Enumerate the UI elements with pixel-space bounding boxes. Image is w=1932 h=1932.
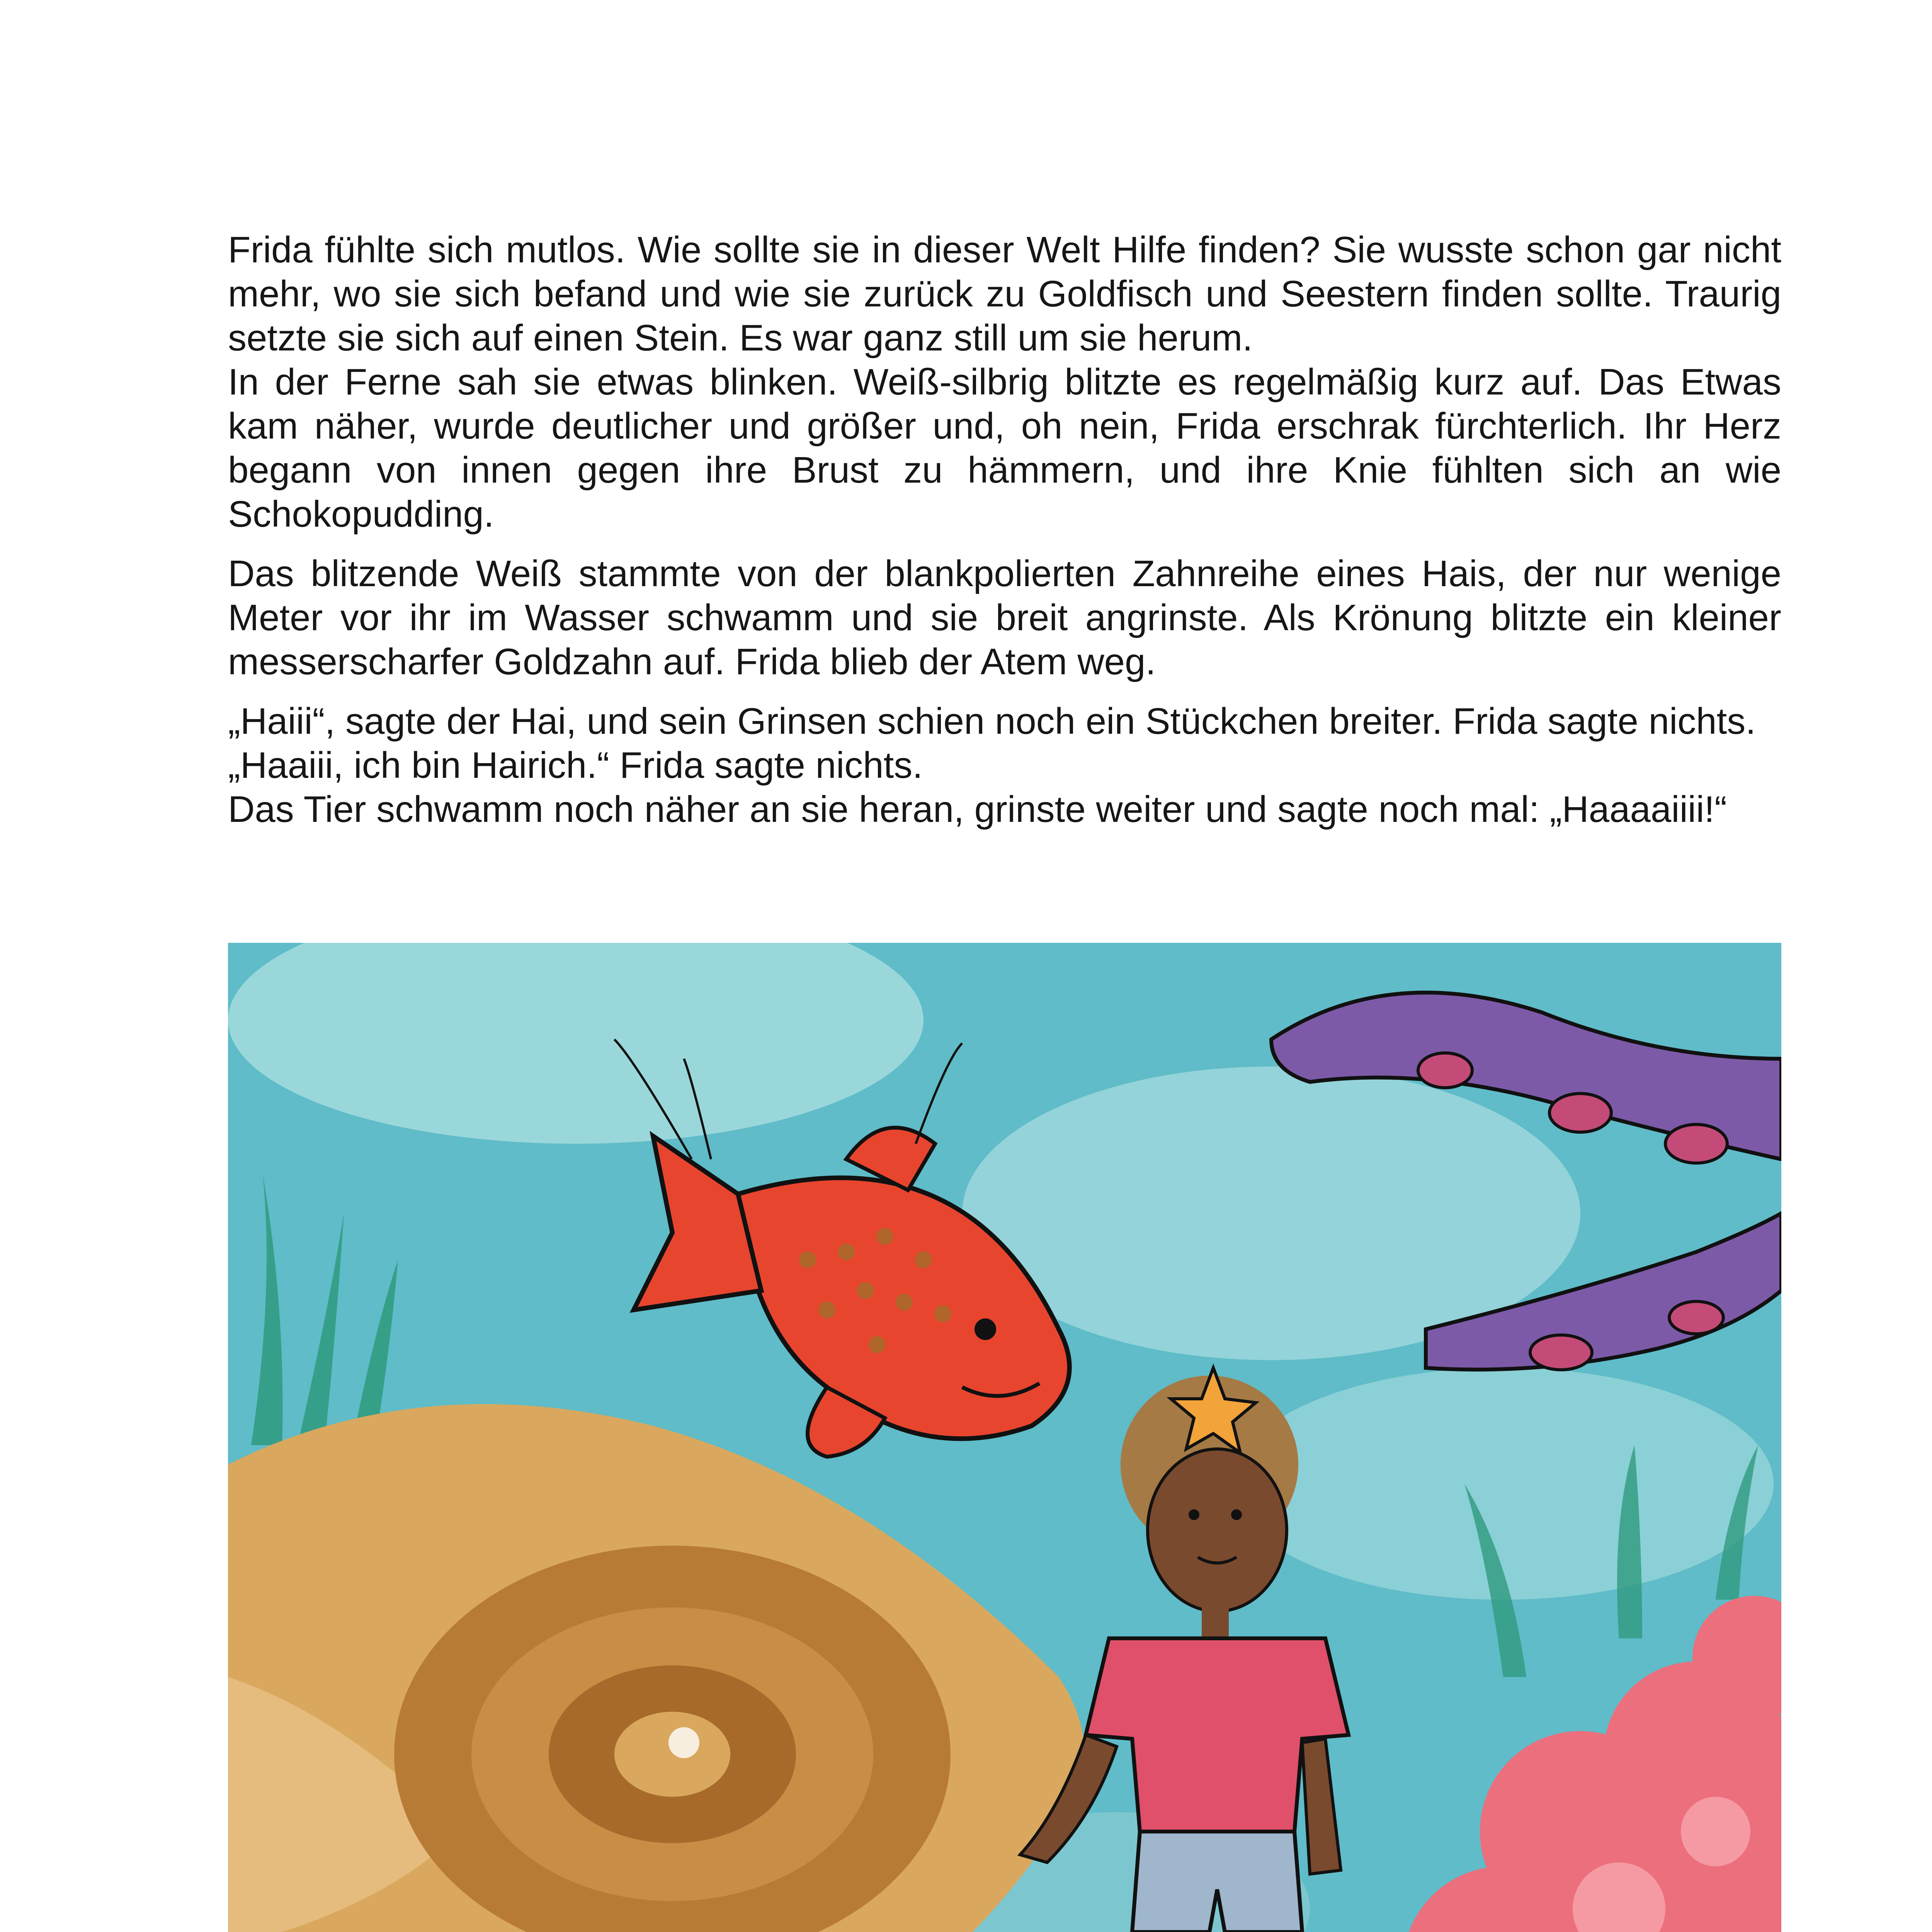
water-highlight — [1233, 1368, 1774, 1600]
face — [1148, 1449, 1287, 1611]
watercolor-illustration — [228, 943, 1781, 1932]
illustration-svg — [228, 943, 1781, 1932]
paragraph: Frida fühlte sich mutlos. Wie sollte sie in dieser Welt Hilfe finden? Sie wusste schon gar nicht mehr, wo sie sich befand und wie sie zurück zu Goldfisch und Seestern finden sollte. Traurig setzte sie sich auf einen Stein. Es war ganz still um sie herum. — [228, 229, 1781, 359]
paragraph: In der Ferne sah sie etwas blinken. Weiß-silbrig blitzte es regelmäßig kurz auf. Das Etwas kam näher, wurde deutlicher und größer und, oh nein, Frida erschrak fürchterlich. Ihr Herz begann von innen gegen ihre Brust zu hämmern, und ihre Knie fühlten sich an wie Schokopudding. — [228, 361, 1781, 535]
paragraph: Das blitzende Weiß stammte von der blankpolierten Zahnreihe eines Hais, der nur wenige Meter vor ihr im Wasser schwamm und sie breit angrinste. Als Krönung blitzte ein kleiner messerscharfer Goldzahn auf. Frida blieb der Atem weg. — [228, 553, 1781, 682]
paragraph: „Haiii“, sagte der Hai, und sein Grinsen schien noch ein Stückchen breiter. Frida sagte nichts. — [228, 701, 1756, 742]
paragraph-block-top — [228, 228, 1781, 832]
paragraph: Das Tier schwamm noch näher an sie heran, grinste weiter und sagte noch mal: „Haaaaiiii!“ — [228, 789, 1727, 830]
paragraph: „Haaiii, ich bin Hairich.“ Frida sagte nichts. — [228, 745, 923, 786]
